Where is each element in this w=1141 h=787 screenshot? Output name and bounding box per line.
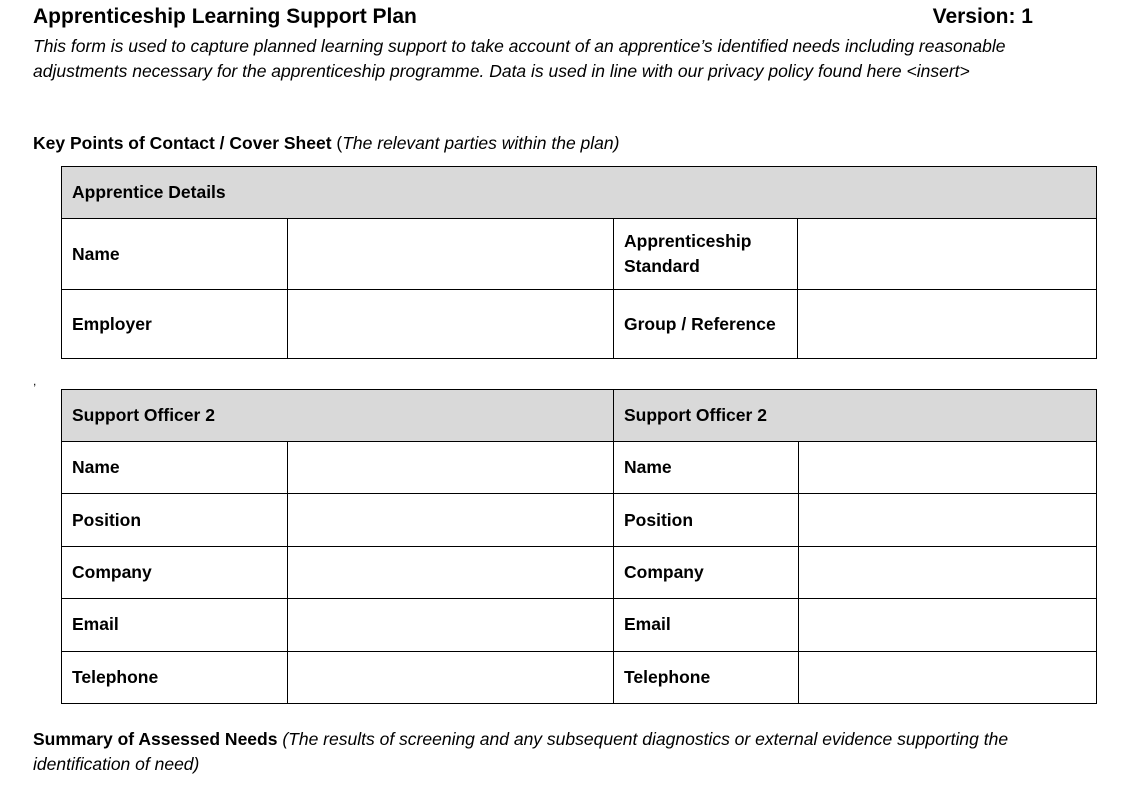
apprentice-details-table [61, 166, 1097, 359]
officer-left-position-label: Position [62, 494, 288, 546]
officer-left-email-field[interactable] [288, 599, 614, 651]
officer-right-email-field[interactable] [799, 599, 1097, 651]
contacts-heading-note: The relevant parties within the plan) [342, 133, 620, 153]
apprentice-name-field[interactable] [288, 219, 614, 290]
support-officer-right-header: Support Officer 2 [614, 390, 1097, 442]
apprenticeship-standard-label: Apprenticeship Standard [614, 219, 798, 290]
stray-comma-mark: , [33, 374, 37, 388]
group-reference-label: Group / Reference [614, 290, 798, 359]
officer-left-telephone-field[interactable] [288, 651, 614, 703]
officer-right-company-field[interactable] [799, 546, 1097, 598]
officer-right-name-label: Name [614, 442, 799, 494]
officer-left-position-field[interactable] [288, 494, 614, 546]
officer-right-name-field[interactable] [799, 442, 1097, 494]
officer-right-position-field[interactable] [799, 494, 1097, 546]
officer-left-name-field[interactable] [288, 442, 614, 494]
contacts-heading-title: Key Points of Contact / Cover Sheet [33, 133, 332, 153]
officer-left-company-field[interactable] [288, 546, 614, 598]
assessed-needs-heading [33, 727, 1083, 776]
contacts-heading-paren: ( [331, 133, 343, 153]
contacts-heading [33, 131, 1073, 156]
apprentice-name-label: Name [62, 219, 288, 290]
officer-left-company-label: Company [62, 546, 288, 598]
officer-right-telephone-field[interactable] [799, 651, 1097, 703]
title-row [33, 5, 1033, 31]
apprenticeship-standard-field[interactable] [798, 219, 1097, 290]
assessed-needs-title: Summary of Assessed Needs [33, 729, 278, 749]
group-reference-field[interactable] [798, 290, 1097, 359]
intro-paragraph: This form is used to capture planned learning support to take account of an apprentice’s identified needs including reasonable adjustments necessary for the apprenticeship programme. Data is used in line with our privacy policy found here <insert> [33, 36, 1006, 81]
assessed-needs-note: (The results of screening and any subsequent diagnostics or external evidence supporting the identification of need) [33, 729, 1009, 774]
employer-field[interactable] [288, 290, 614, 359]
officer-right-telephone-label: Telephone [614, 651, 799, 703]
apprentice-details-header: Apprentice Details [62, 167, 1097, 219]
officer-right-position-label: Position [614, 494, 799, 546]
document-version: Version: 1 [932, 5, 1033, 28]
officer-right-company-label: Company [614, 546, 799, 598]
officer-right-email-label: Email [614, 599, 799, 651]
support-officers-table [61, 389, 1097, 704]
employer-label: Employer [62, 290, 288, 359]
document-title: Apprenticeship Learning Support Plan [33, 5, 417, 28]
support-officer-left-header: Support Officer 2 [62, 390, 614, 442]
officer-left-email-label: Email [62, 599, 288, 651]
officer-left-telephone-label: Telephone [62, 651, 288, 703]
officer-left-name-label: Name [62, 442, 288, 494]
